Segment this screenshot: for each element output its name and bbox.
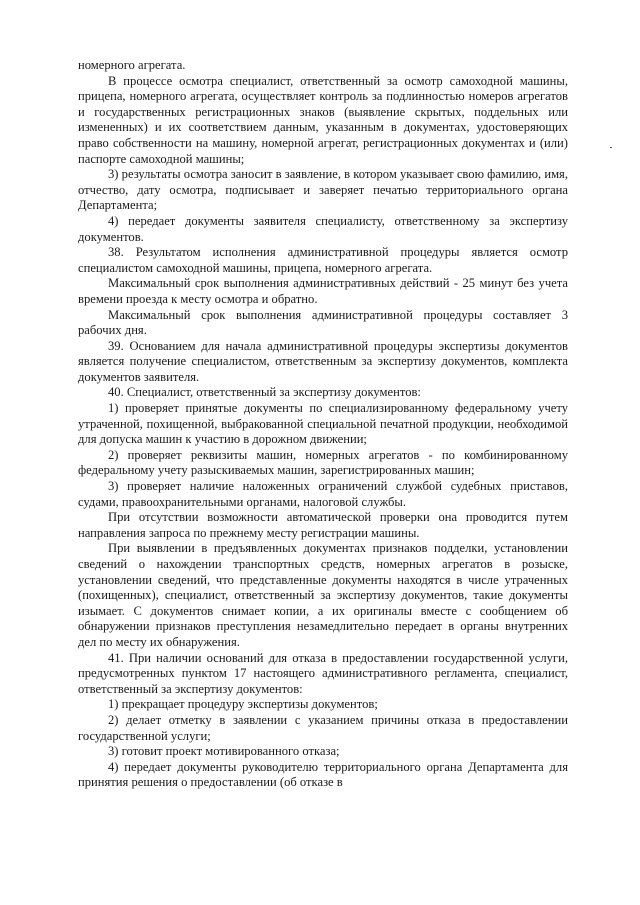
paragraph: 3) готовит проект мотивированного отказа;	[108, 744, 340, 759]
paragraph: 41. При наличии оснований для отказа в предоставлении государственной услуги, предусмотренных пунктом 17 настоящего административного регламента, специалист, ответственный за экспертизу документов:	[78, 650, 568, 696]
paragraph: При выявлении в предъявленных документах признаков подделки, установлении сведений о нахождении транспортных средств, номерных агрегатов в розыске, установлении сведений, что представленные документы находятся в числе утраченных (похищенных), специалист, ответственный за экспертизу документов, такие документы изымает. С документов снимает копии, а их оригиналы вместе с сообщением об обнаружении признаков преступления незамедлительно передает в органы внутренних дел по месту их обнаружения.	[78, 541, 568, 649]
paragraph: 2) делает отметку в заявлении с указанием причины отказа в предоставлении государственной услуги;	[78, 712, 568, 743]
paragraph: 39. Основанием для начала административной процедуры экспертизы документов является получение специалистом, ответственным за экспертизу документов, комплекта документов заявителя.	[78, 338, 568, 384]
paragraph: В процессе осмотра специалист, ответственный за осмотр самоходной машины, прицепа, номерного агрегата, осуществляет контроль за подлинностью номеров агрегатов и государственных регистрационных знаков (выявление скрытых, поддельных или измененных) и их соответствием данным, указанным в документах, удостоверяющих право собственности на машину, номерной агрегат, регистрационных документах и (или) паспорте самоходной машины;	[78, 73, 568, 166]
paragraph: 4) передает документы руководителю территориального органа Департамента для принятия решения о предоставлении (об отказе в	[78, 759, 568, 790]
paragraph: 4) передает документы заявителя специалисту, ответственному за экспертизу документов.	[78, 213, 568, 244]
paragraph: При отсутствии возможности автоматической проверки она проводится путем направления запроса по прежнему месту регистрации машины.	[78, 510, 568, 540]
paragraph: 3) результаты осмотра заносит в заявление, в котором указывает свою фамилию, имя, отчество, дату осмотра, подписывает и заверяет печатью территориального органа Департамента;	[78, 167, 568, 213]
paragraph: Максимальный срок выполнения административной процедуры составляет 3 рабочих дня.	[78, 307, 568, 338]
document-page	[78, 58, 568, 791]
paragraph: 3) проверяет наличие наложенных ограничений службой судебных приставов, судами, правоохранительными органами, налоговой службы.	[78, 479, 568, 509]
paragraph: 2) проверяет реквизиты машин, номерных агрегатов - по комбинированному федеральному учету разыскиваемых машин, зарегистрированных машин;	[78, 447, 568, 478]
paragraph: Максимальный срок выполнения административных действий - 25 минут без учета времени проезда к месту осмотра и обратно.	[78, 276, 568, 306]
paragraph: 1) прекращает процедуру экспертизы документов;	[108, 697, 378, 712]
paragraph: 40. Специалист, ответственный за экспертизу документов:	[108, 385, 421, 400]
paragraph: 38. Результатом исполнения административной процедуры является осмотр специалистом самоходной машины, прицепа, номерного агрегата.	[78, 245, 568, 275]
paragraph: номерного агрегата.	[78, 58, 186, 72]
paragraph: 1) проверяет принятые документы по специализированному федеральному учету утраченной, похищенной, выбракованной специальной печатной продукции, необходимой для допуска машин к участию в дорожном движении;	[78, 401, 568, 447]
scan-mark	[610, 147, 612, 148]
